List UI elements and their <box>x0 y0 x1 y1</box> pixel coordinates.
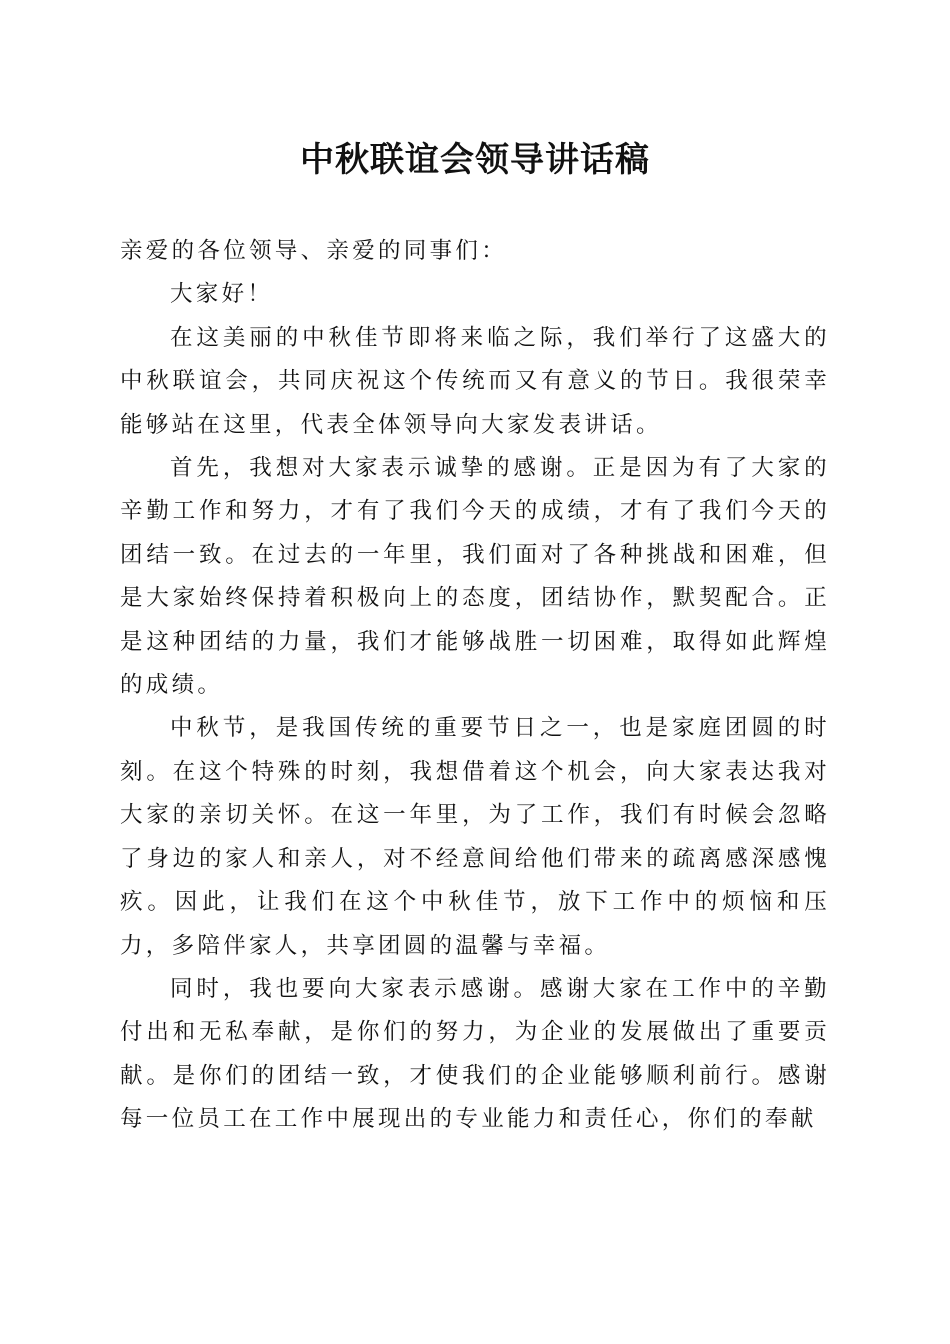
paragraph-gratitude: 首先，我想对大家表示诚挚的感谢。正是因为有了大家的辛勤工作和努力，才有了我们今天的成绩，才有了我们今天的团结一致。在过去的一年里，我们面对了各种挑战和困难，但是大家始终保持着积极向上的态度，团结协作，默契配合。正是这种团结的力量，我们才能够战胜一切困难，取得如此辉煌的成绩。 <box>120 455 830 699</box>
paragraph-greeting: 大家好！ <box>170 281 274 308</box>
paragraph-mid-autumn: 中秋节，是我国传统的重要节日之一，也是家庭团圆的时刻。在这个特殊的时刻，我想借着这个机会，向大家表达我对大家的亲切关怀。在这一年里，为了工作，我们有时候会忽略了身边的家人和亲人，对不经意间给他们带来的疏离感深感愧疚。因此，让我们在这个中秋佳节，放下工作中的烦恼和压力，多陪伴家人，共享团圆的温馨与幸福。 <box>120 715 830 959</box>
paragraph-opening: 在这美丽的中秋佳节即将来临之际，我们举行了这盛大的中秋联谊会，共同庆祝这个传统而又有意义的节日。我很荣幸能够站在这里，代表全体领导向大家发表讲话。 <box>120 324 830 438</box>
document-body <box>120 230 830 1142</box>
document-title: 中秋联谊会领导讲话稿 <box>300 140 650 180</box>
paragraph-thanks: 同时，我也要向大家表示感谢。感谢大家在工作中的辛勤付出和无私奉献，是你们的努力，为企业的发展做出了重要贡献。是你们的团结一致，才使我们的企业能够顺利前行。感谢每一位员工在工作中展现出的专业能力和责任心，你们的奉献 <box>120 975 830 1133</box>
salutation: 亲爱的各位领导、亲爱的同事们： <box>120 238 508 264</box>
